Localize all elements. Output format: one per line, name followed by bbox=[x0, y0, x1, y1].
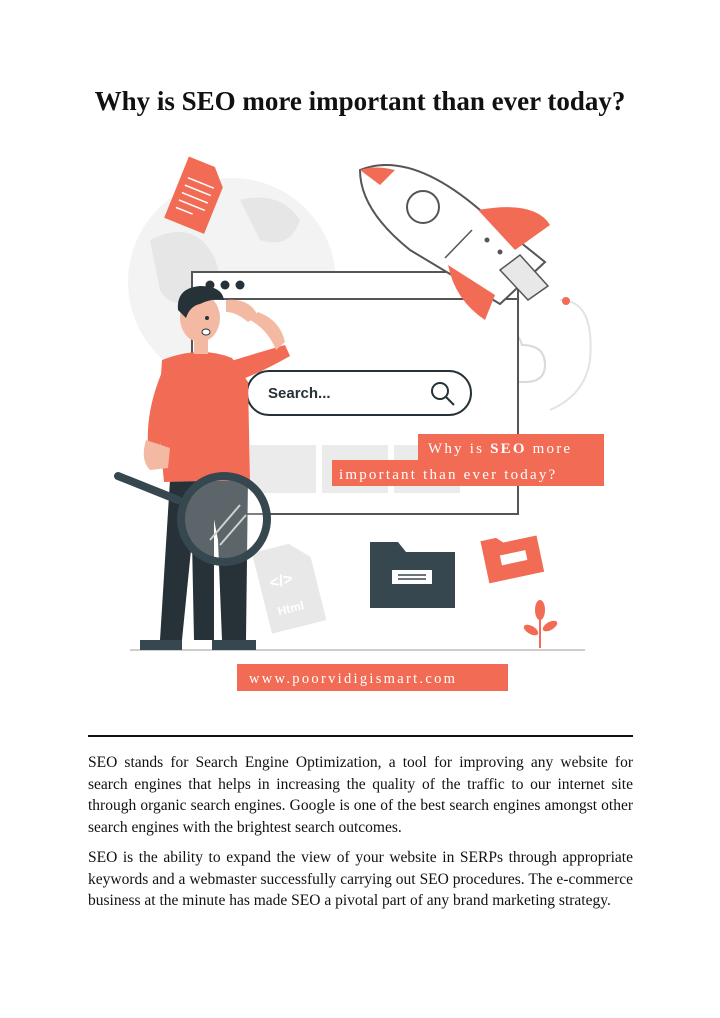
search-placeholder: Search... bbox=[268, 385, 331, 402]
website-url-banner[interactable] bbox=[237, 664, 508, 691]
svg-text:Why is SEO more bbox=[428, 441, 572, 457]
article-body bbox=[88, 752, 633, 921]
plant-icon bbox=[522, 600, 559, 648]
search-bar[interactable] bbox=[247, 371, 471, 415]
window-dot-3 bbox=[236, 281, 245, 290]
website-url[interactable]: www.poorvidigismart.com bbox=[249, 671, 458, 687]
banner-emphasis: SEO bbox=[490, 441, 527, 457]
content-block-1 bbox=[250, 445, 316, 493]
banner-prefix: Why is bbox=[428, 441, 491, 457]
paragraph-1: SEO stands for Search Engine Optimization, a tool for improving any website for search engines that helps in increasing the quality of the traffic to our internet site through organic search engines. Google is one of the best search engines amongst other search engines with the brightest search outcomes. bbox=[88, 754, 633, 836]
window-dot-2 bbox=[221, 281, 230, 290]
section-divider bbox=[88, 735, 633, 737]
banner-suffix: more bbox=[526, 441, 573, 457]
page-title: Why is SEO more important than ever today? bbox=[94, 86, 626, 116]
small-folder-icon bbox=[480, 530, 544, 584]
banner-line-2: important than ever today? bbox=[339, 467, 558, 483]
seo-illustration bbox=[112, 150, 608, 698]
html-file-icon bbox=[252, 540, 326, 634]
html-label: Html bbox=[276, 598, 306, 619]
folder-icon bbox=[370, 542, 455, 608]
code-glyph: </> bbox=[267, 570, 295, 593]
paragraph-2: SEO is the ability to expand the view of your website in SERPs through appropriate keywords and a webmaster successfully carrying out SEO procedures. The e-commerce business at the minute has made SEO a pivotal part of any brand marketing strategy. bbox=[88, 849, 633, 909]
